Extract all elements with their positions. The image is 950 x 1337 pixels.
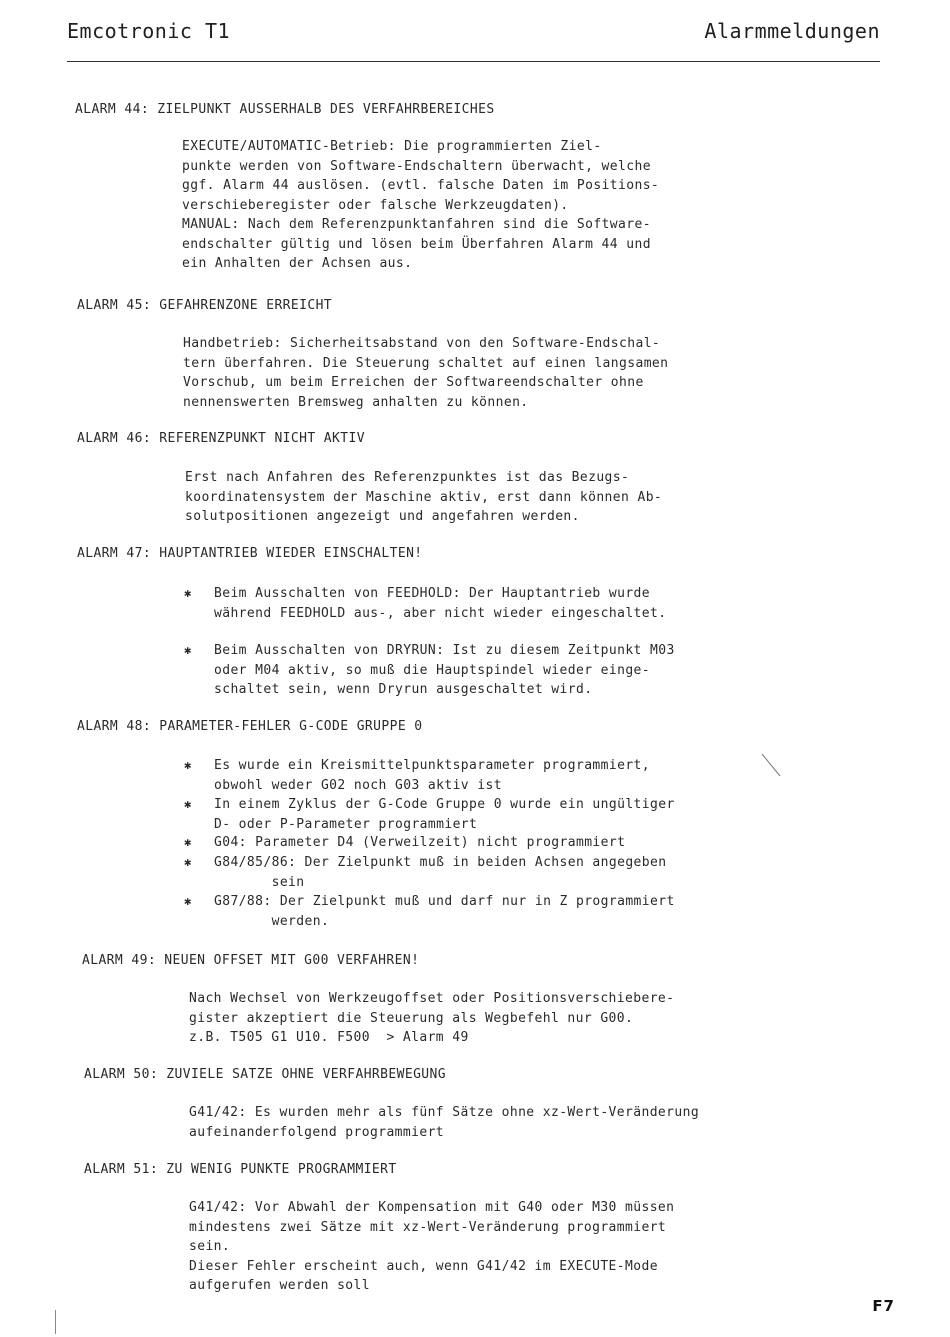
alarm-48-item: ✱ G84/85/86: Der Zielpunkt muß in beiden Achsen angegeben sein — [184, 855, 667, 890]
scan-stroke-mark — [760, 752, 784, 780]
header-title-left: Emcotronic T1 — [67, 19, 231, 43]
bullet-asterisk-icon: ✱ — [184, 894, 192, 908]
alarm-50-title: ALARM 50: ZUVIELE SATZE OHNE VERFAHRBEWEGUNG — [84, 1067, 446, 1082]
alarm-48-item: ✱ In einem Zyklus der G-Code Gruppe 0 wurde ein ungültiger D- oder P-Parameter programmiert — [184, 797, 675, 832]
alarm-50-text: G41/42: Es wurden mehr als fünf Sätze ohne xz-Wert-Veränderung aufeinanderfolgend programmiert — [189, 1105, 700, 1140]
alarm-47-title: ALARM 47: HAUPTANTRIEB WIEDER EINSCHALTEN! — [77, 546, 423, 561]
alarm-49-text: Nach Wechsel von Werkzeugoffset oder Positionsverschiebere- gister akzeptiert die Steuerung als Wegbefehl nur G00. z.B. T505 G1 U10. F500 > Alarm 49 — [189, 991, 675, 1045]
alarm-51-text: G41/42: Vor Abwahl der Kompensation mit G40 oder M30 müssen mindestens zwei Sätze mit xz-Wert-Veränderung programmiert sein. Dieser Fehler erscheint auch, wenn G41/42 im EXECUTE-Mode aufgerufen werden soll — [189, 1200, 675, 1293]
alarm-47-item: ✱ Beim Ausschalten von FEEDHOLD: Der Hauptantrieb wurde während FEEDHOLD aus-, aber nicht wieder eingeschaltet. — [184, 586, 667, 621]
alarm-49-title: ALARM 49: NEUEN OFFSET MIT G00 VERFAHREN! — [82, 953, 420, 968]
scan-mark — [55, 1310, 56, 1334]
alarm-47-item: ✱ Beim Ausschalten von DRYRUN: Ist zu diesem Zeitpunkt M03 oder M04 aktiv, so muß die Hauptspindel wieder einge- schaltet sein, wenn Dryrun ausgeschaltet wird. — [184, 643, 675, 697]
bullet-asterisk-icon: ✱ — [184, 586, 192, 600]
bullet-asterisk-icon: ✱ — [184, 758, 192, 772]
alarm-48-item: ✱ G87/88: Der Zielpunkt muß und darf nur in Z programmiert werden. — [184, 894, 675, 929]
alarm-51-title: ALARM 51: ZU WENIG PUNKTE PROGRAMMIERT — [84, 1162, 397, 1177]
page-number: F7 — [872, 1297, 895, 1315]
bullet-asterisk-icon: ✱ — [184, 797, 192, 811]
bullet-asterisk-icon: ✱ — [184, 643, 192, 657]
alarm-45-title: ALARM 45: GEFAHRENZONE ERREICHT — [77, 298, 333, 313]
bullet-asterisk-icon: ✱ — [184, 855, 192, 869]
alarm-48-title: ALARM 48: PARAMETER-FEHLER G-CODE GRUPPE 0 — [77, 719, 423, 734]
alarm-48-item: ✱ Es wurde ein Kreismittelpunktsparameter programmiert, obwohl weder G02 noch G03 aktiv ist — [184, 758, 651, 793]
header-title-right: Alarmmeldungen — [704, 19, 880, 43]
alarm-44-title: ALARM 44: ZIELPUNKT AUSSERHALB DES VERFAHRBEREICHES — [75, 102, 495, 117]
alarm-46-title: ALARM 46: REFERENZPUNKT NICHT AKTIV — [77, 431, 365, 446]
bullet-asterisk-icon: ✱ — [184, 835, 192, 849]
alarm-46-text: Erst nach Anfahren des Referenzpunktes ist das Bezugs- koordinatensystem der Maschine aktiv, erst dann können Ab- solutpositionen angezeigt und angefahren werden. — [185, 470, 663, 524]
alarm-44-text: EXECUTE/AUTOMATIC-Betrieb: Die programmierten Ziel- punkte werden von Software-Endschaltern überwacht, welche ggf. Alarm 44 auslösen. (evtl. falsche Daten im Positions- verschieberegister oder falsche Werkzeugdaten). MANUAL: Nach dem Referenzpunktanfahren sind die Software- endschalter gültig und lösen beim Überfahren Alarm 44 und ein Anhalten der Achsen aus. — [182, 139, 660, 271]
alarm-48-item: ✱ G04: Parameter D4 (Verweilzeit) nicht programmiert — [214, 833, 625, 853]
header-rule — [67, 61, 880, 62]
alarm-45-text: Handbetrieb: Sicherheitsabstand von den Software-Endschal- tern überfahren. Die Steuerung schaltet auf einen langsamen Vorschub, um beim Erreichen der Softwareendschalter ohne nennenswerten Bremsweg anhalten zu können. — [183, 336, 669, 410]
